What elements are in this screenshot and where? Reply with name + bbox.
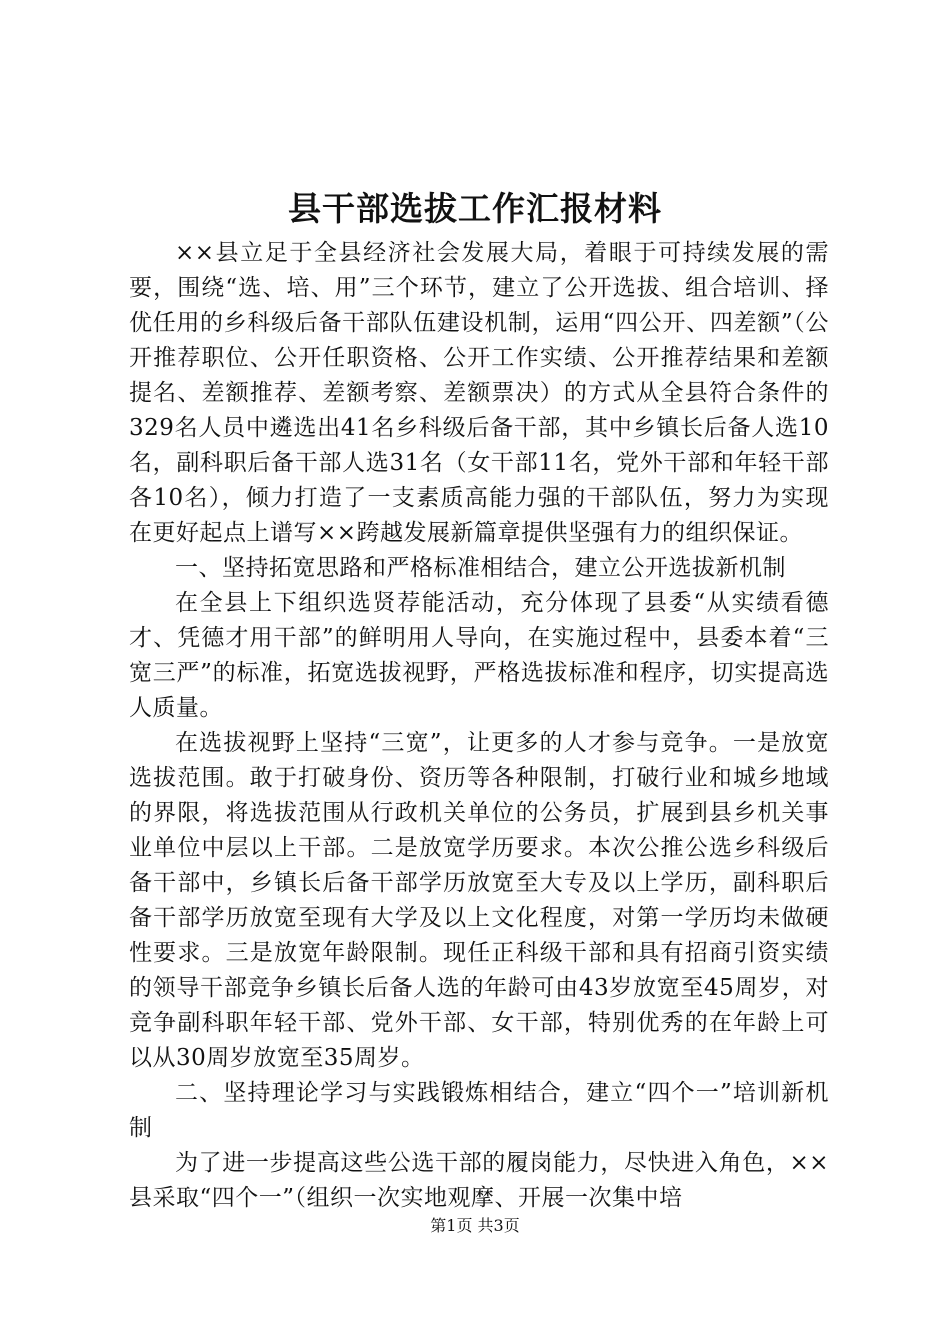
paragraph-intro: ××县立足于全县经济社会发展大局，着眼于可持续发展的需要，围绕“选、培、用”三个环节，建立了公开选拔、组合培训、择优任用的乡科级后备干部队伍建设机制，运用“四公开、四差额”（公开推荐职位、公开任职资格、公开工作实绩、公开推荐结果和差额提名、差额推荐、差额考察、差额票决）的方式从全县符合条件的329名人员中遴选出41名乡科级后备干部，其中乡镇长后备人选10名，副科职后备干部人选31名（女干部11名，党外干部和年轻干部各10名），倾力打造了一支素质高能力强的干部队伍，努力为实现在更好起点上谱写××跨越发展新篇章提供坚强有力的组织保证。 — [129, 240, 829, 546]
document-body — [129, 236, 829, 1216]
section-heading-2: 二、坚持理论学习与实践锻炼相结合，建立“四个一”培训新机制 — [129, 1080, 829, 1141]
paragraph-three-wide: 在选拔视野上坚持“三宽”，让更多的人才参与竞争。一是放宽选拔范围。敢于打破身份、资历等各种限制，打破行业和城乡地域的界限，将选拔范围从行政机关单位的公务员，扩展到县乡机关事业单位中层以上干部。二是放宽学历要求。本次公推公选乡科级后备干部中，乡镇长后备干部学历放宽至大专及以上学历，副科职后备干部学历放宽至现有大学及以上文化程度，对第一学历均未做硬性要求。三是放宽年龄限制。现任正科级干部和具有招商引资实绩的领导干部竞争乡镇长后备人选的年龄可由43岁放宽至45周岁，对竞争副科职年轻干部、党外干部、女干部，特别优秀的在年龄上可以从30周岁放宽至35周岁。 — [129, 730, 829, 1071]
paragraph-section-2: 为了进一步提高这些公选干部的履岗能力，尽快进入角色，××县采取“四个一”（组织一次实地观摩、开展一次集中培 — [129, 1150, 829, 1211]
page-number-footer: 第1页 共3页 — [430, 1216, 520, 1235]
section-heading-1: 一、坚持拓宽思路和严格标准相结合，建立公开选拔新机制 — [175, 555, 786, 581]
document-title: 县干部选拔工作汇报材料 — [288, 189, 662, 228]
paragraph-section-1: 在全县上下组织选贤荐能活动，充分体现了县委“从实绩看德才、凭德才用干部”的鲜明用人导向，在实施过程中，县委本着“三宽三严”的标准，拓宽选拔视野，严格选拔标准和程序，切实提高选人质量。 — [129, 590, 829, 721]
